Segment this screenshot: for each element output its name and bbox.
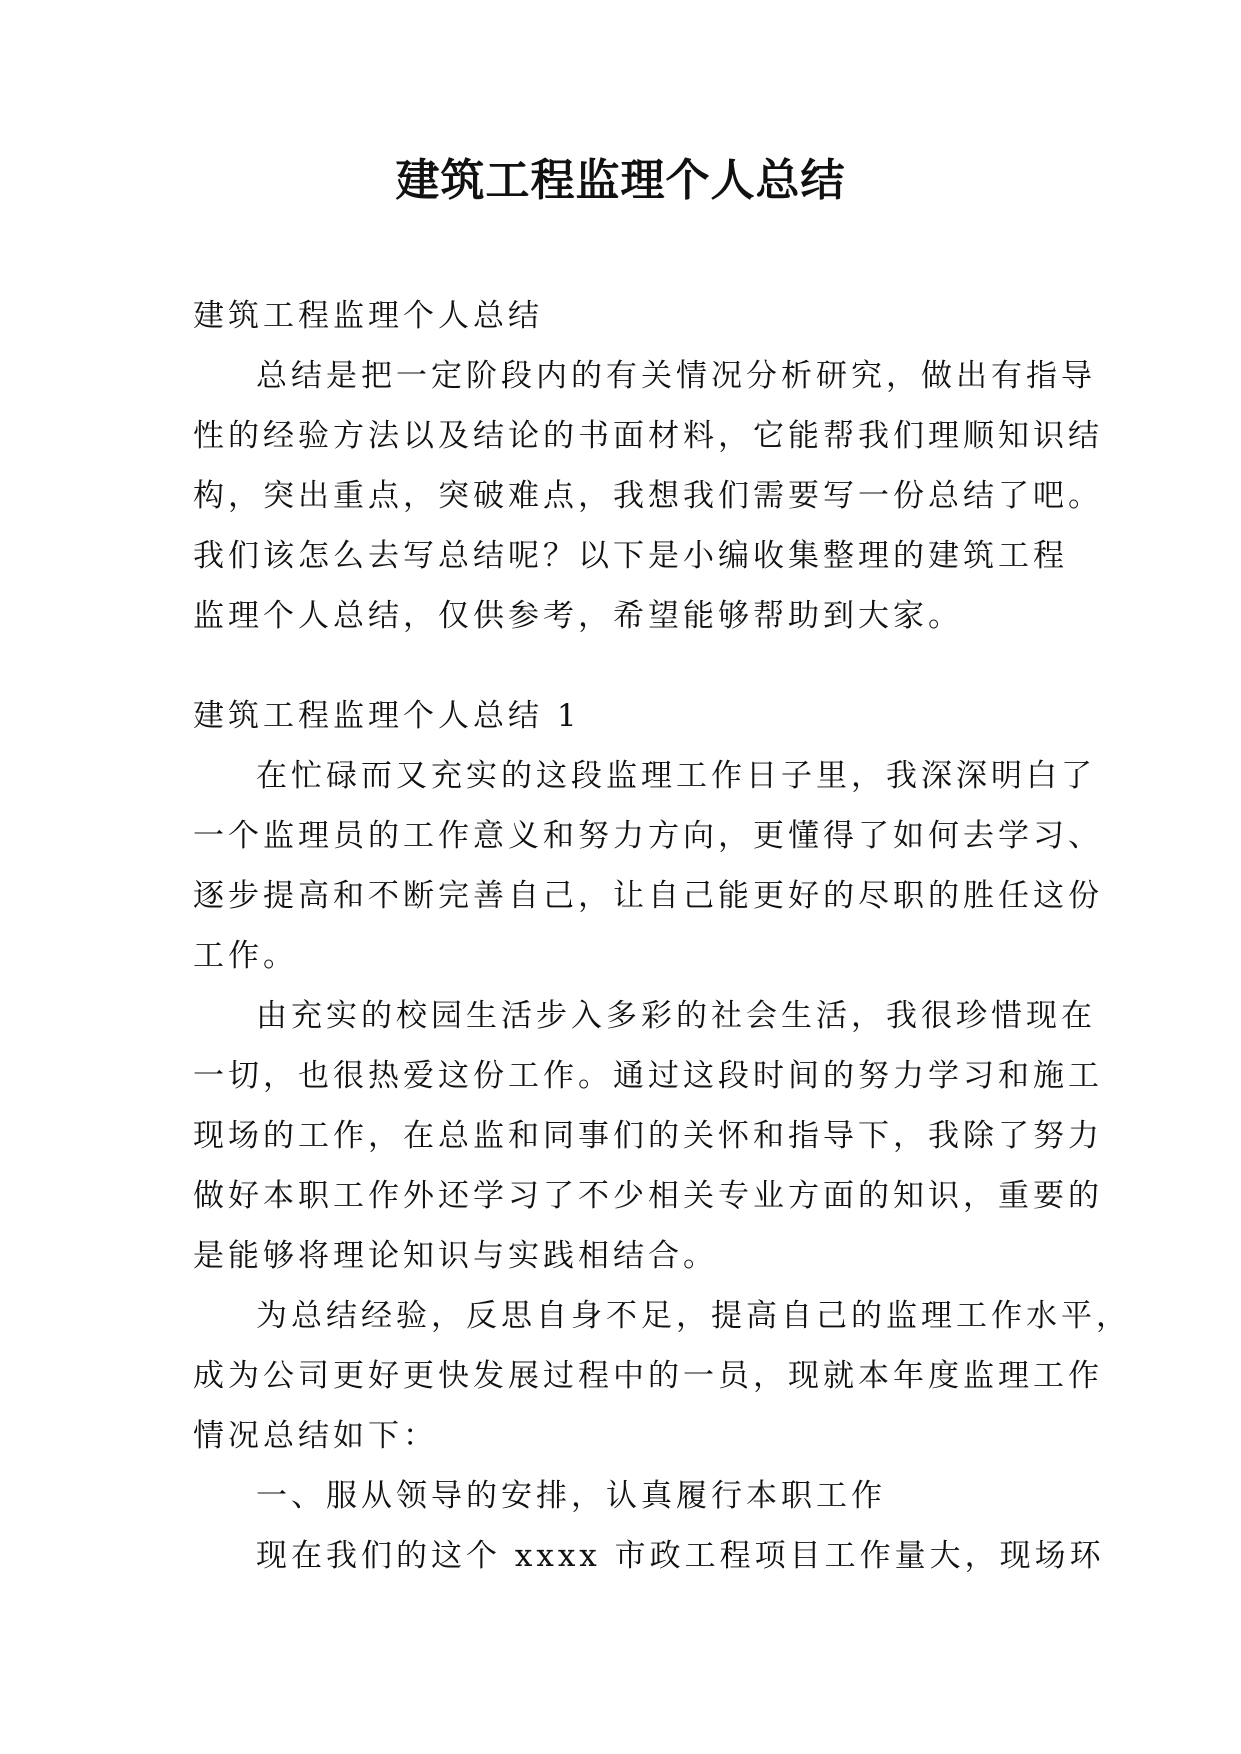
section-heading: 建筑工程监理个人总结 1 — [193, 698, 581, 734]
document-title: 建筑工程监理个人总结 — [395, 155, 846, 206]
paragraph-line: 现场的工作，在总监和同事们的关怀和指导下，我除了努力 — [193, 1118, 1103, 1154]
document-body — [193, 286, 1131, 1586]
paragraph-line: 成为公司更好更快发展过程中的一员，现就本年度监理工作 — [193, 1358, 1103, 1394]
paragraph-line: 情况总结如下： — [193, 1418, 438, 1454]
paragraph-line: 在忙碌而又充实的这段监理工作日子里，我深深明白了 — [256, 758, 1096, 794]
paragraph-line: 是能够将理论知识与实践相结合。 — [193, 1238, 718, 1274]
section-heading: 建筑工程监理个人总结 — [193, 298, 543, 334]
paragraph-line: 总结是把一定阶段内的有关情况分析研究，做出有指导 — [256, 358, 1096, 394]
paragraph-line: 一个监理员的工作意义和努力方向，更懂得了如何去学习、 — [193, 818, 1103, 854]
paragraph-line: 性的经验方法以及结论的书面材料，它能帮我们理顺知识结 — [193, 418, 1103, 454]
paragraph-line: 监理个人总结，仅供参考，希望能够帮助到大家。 — [193, 598, 963, 634]
paragraph-line: 构，突出重点，突破难点，我想我们需要写一份总结了吧。 — [193, 478, 1103, 514]
paragraph-gap — [193, 646, 1063, 686]
paragraph-line: 工作。 — [193, 938, 298, 974]
paragraph-line: 一切，也很热爱这份工作。通过这段时间的努力学习和施工 — [193, 1058, 1103, 1094]
paragraph-line: 逐步提高和不断完善自己，让自己能更好的尽职的胜任这份 — [193, 878, 1103, 914]
paragraph-line: 做好本职工作外还学习了不少相关专业方面的知识，重要的 — [193, 1178, 1103, 1214]
paragraph-line: 为总结经验，反思自身不足，提高自己的监理工作水平， — [256, 1298, 1131, 1334]
paragraph-line: 现在我们的这个 xxxx 市政工程项目工作量大，现场环 — [256, 1538, 1105, 1574]
paragraph-line: 由充实的校园生活步入多彩的社会生活，我很珍惜现在 — [256, 998, 1096, 1034]
paragraph-line: 我们该怎么去写总结呢？以下是小编收集整理的建筑工程 — [193, 538, 1068, 574]
subheading-line: 一、服从领导的安排，认真履行本职工作 — [256, 1478, 886, 1514]
